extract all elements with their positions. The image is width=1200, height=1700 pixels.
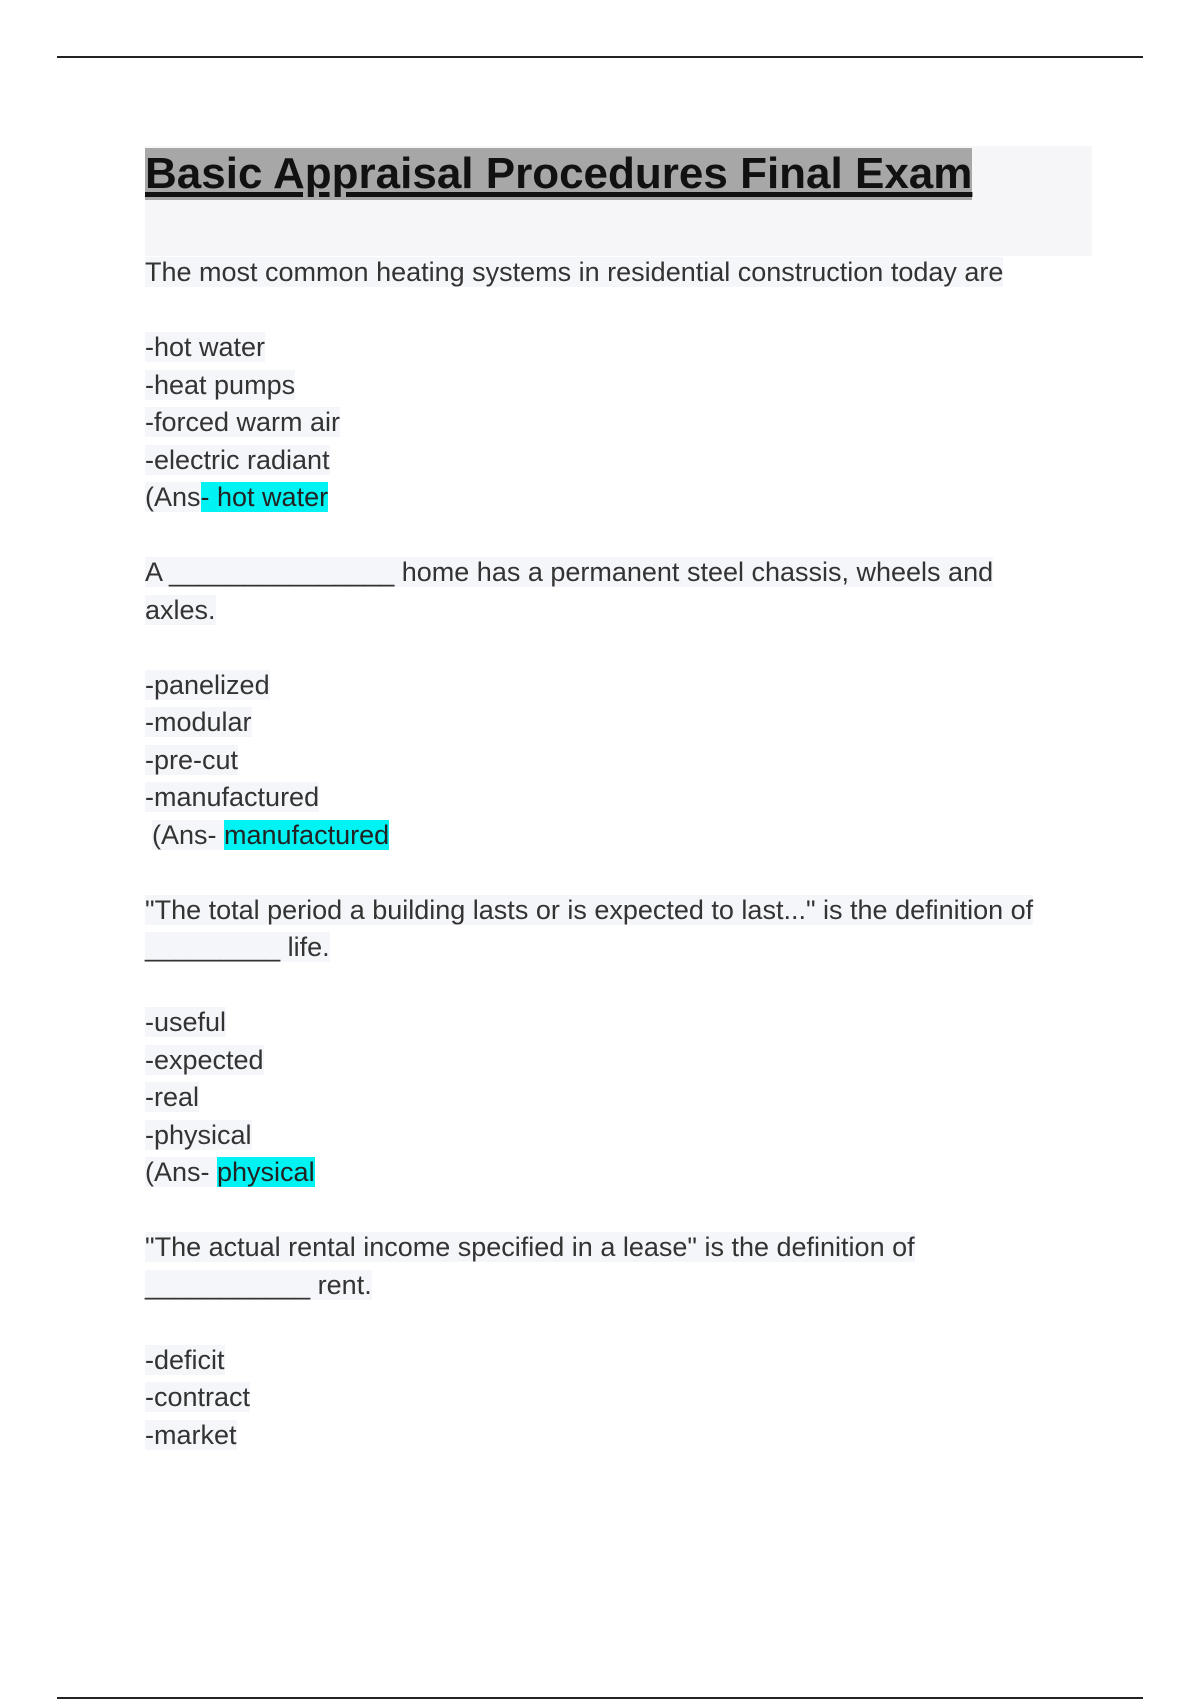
question-block-4 — [145, 1229, 1095, 1454]
question-prompt: "The actual rental income specified in a lease" is the definition of ___________ rent. — [145, 1232, 915, 1300]
option-item: -pre-cut — [145, 744, 239, 775]
question-prompt: The most common heating systems in residential construction today are — [145, 257, 1004, 287]
option-item: -contract — [145, 1382, 251, 1412]
option-item: -market — [145, 1419, 237, 1450]
option-item: -panelized — [145, 669, 270, 700]
answer-line: (Ans- physical — [145, 1157, 315, 1187]
option-item: -electric radiant — [145, 444, 330, 475]
answer-line: (Ans- manufactured — [152, 819, 390, 850]
question-block-2 — [145, 554, 1095, 854]
option-list — [145, 329, 1095, 479]
question-prompt: A _______________ home has a permanent steel chassis, wheels and axles. — [145, 557, 994, 625]
bottom-rule — [57, 1697, 1143, 1699]
option-item: -useful — [145, 1007, 227, 1037]
question-prompt: "The total period a building lasts or is expected to last..." is the definition of _________ life. — [145, 894, 1034, 962]
question-block-3 — [145, 892, 1095, 1192]
option-list — [145, 1342, 1095, 1455]
option-item: -manufactured — [145, 782, 320, 812]
answer-highlight: physical — [217, 1157, 315, 1187]
option-item: -deficit — [145, 1344, 225, 1375]
option-item: -expected — [145, 1044, 264, 1075]
answer-highlight: manufactured — [224, 819, 390, 850]
document-body — [145, 254, 1095, 1454]
document-title: Basic Appraisal Procedures Final Exam — [145, 149, 973, 198]
question-block-1 — [145, 254, 1095, 517]
option-list — [145, 667, 1095, 817]
option-item: -hot water — [145, 332, 266, 362]
top-rule — [57, 56, 1143, 58]
option-item: -physical — [145, 1119, 252, 1150]
option-item: -modular — [145, 707, 252, 737]
option-item: -forced warm air — [145, 407, 341, 437]
answer-highlight: - hot water — [200, 482, 329, 512]
answer-line: (Ans- hot water — [145, 482, 329, 512]
option-item: -real — [145, 1082, 200, 1112]
option-list — [145, 1004, 1095, 1154]
option-item: -heat pumps — [145, 369, 296, 400]
